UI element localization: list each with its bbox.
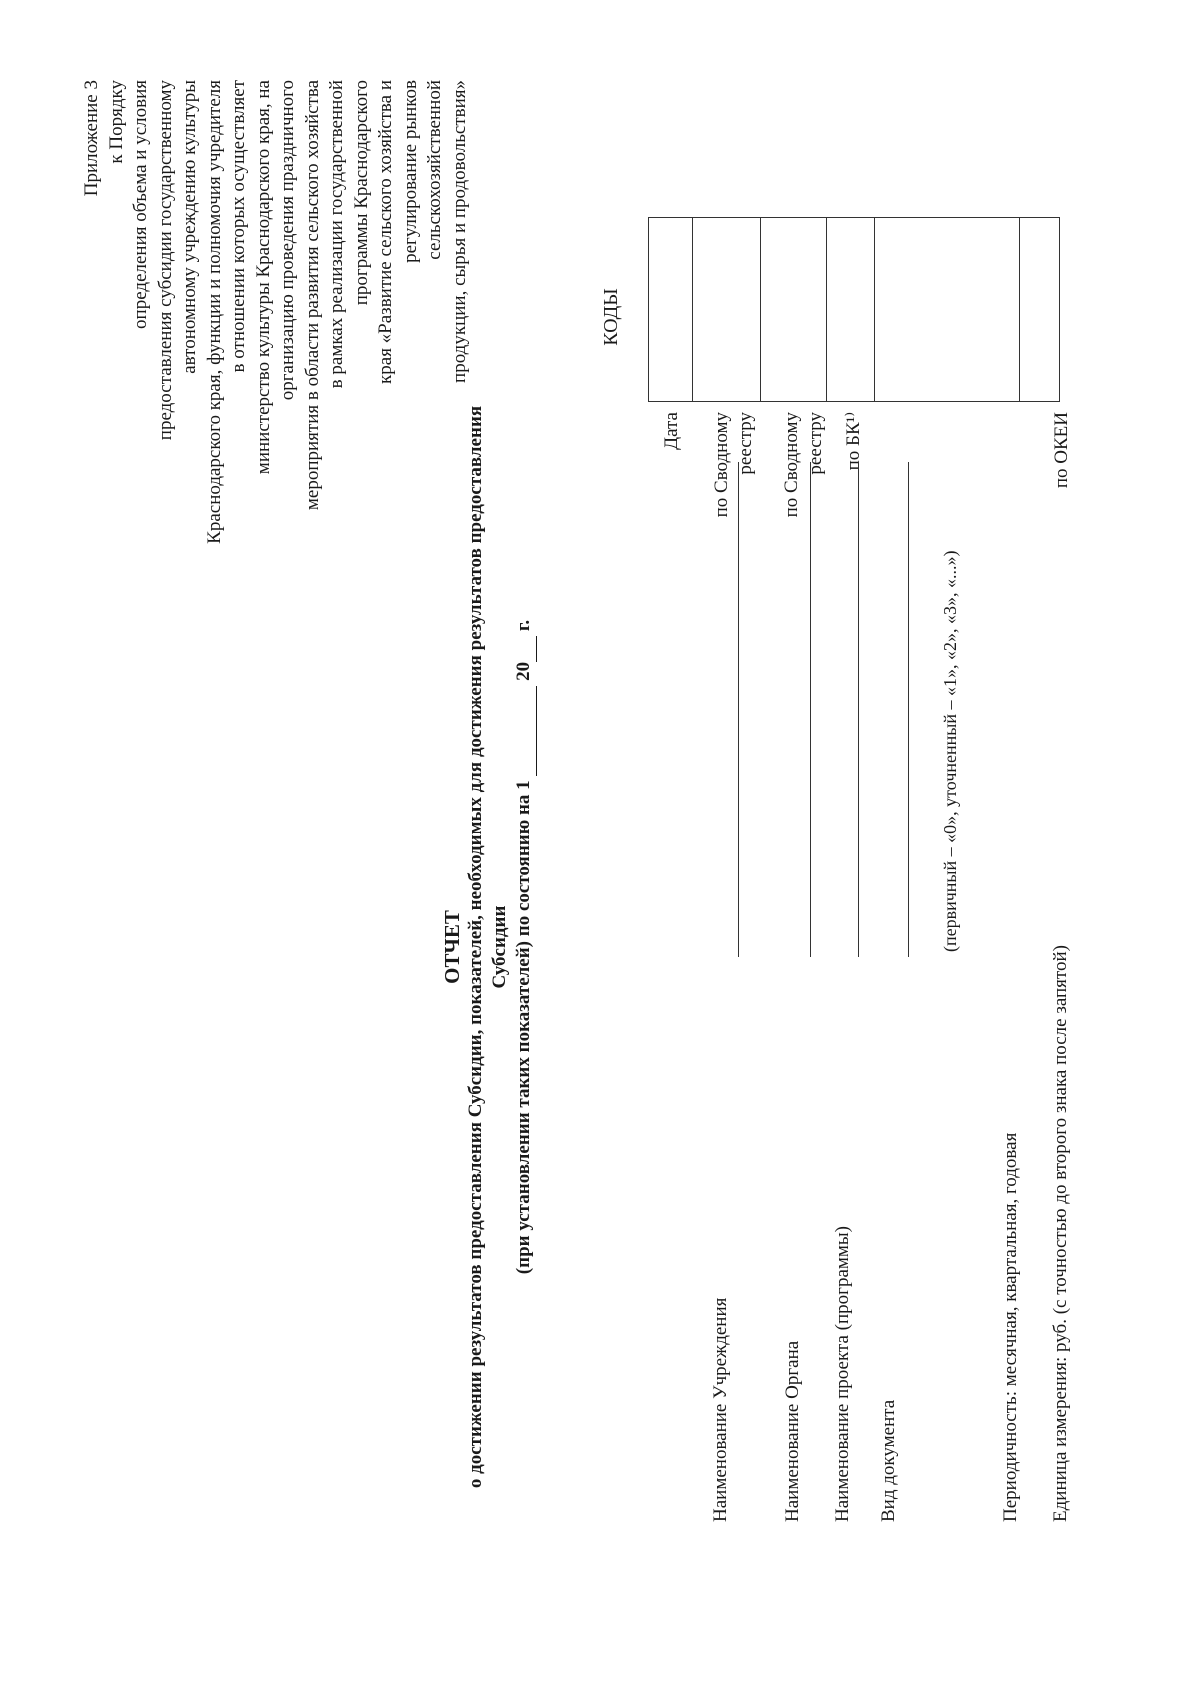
title-line-2 xyxy=(512,397,537,1497)
organ-label: Наименование Органа xyxy=(782,1340,803,1522)
code-cell-okei xyxy=(1020,218,1060,402)
appendix-line: мероприятия в области развития сельского хозяйства xyxy=(301,80,323,511)
date-blank xyxy=(512,686,537,776)
codes-header: КОДЫ xyxy=(600,288,622,346)
appendix-line: Краснодарского края, функции и полномочия учредителя xyxy=(203,80,225,544)
doc-type-hint: (первичный – «0», уточненный – «1», «2», «3», «...») xyxy=(940,550,960,952)
code-cell-bk xyxy=(827,218,875,402)
institution-label: Наименование Учреждения xyxy=(710,1297,731,1522)
year-blank xyxy=(512,636,537,662)
appendix-line: края «Развитие сельского хозяйства и xyxy=(375,80,396,384)
code-label-register-2-text: по Сводному реестру xyxy=(781,412,826,518)
appendix-line: в рамках реализации государственной xyxy=(326,80,347,389)
appendix-line: к Порядку xyxy=(105,80,127,164)
title-line-1: о достижении результатов предоставления Субсидии, показателей, необходимых для достижения результатов предоставления Субсидии xyxy=(465,405,510,1489)
code-label-register-1-text: по Сводному реестру xyxy=(711,412,756,518)
appendix-line: Приложение 3 xyxy=(81,80,102,197)
appendix-line: организацию проведения праздничного xyxy=(277,80,298,401)
title-year: 20 xyxy=(513,661,534,681)
codes-table xyxy=(648,217,1060,402)
appendix-line: сельскохозяйственной xyxy=(424,80,445,260)
project-label: Наименование проекта (программы) xyxy=(832,1225,853,1522)
appendix-line: программы Краснодарского xyxy=(350,80,372,306)
periodicity-label: Периодичность: месячная, квартальная, годовая xyxy=(1000,1132,1021,1522)
appendix-line: определения объема и условия xyxy=(130,80,151,329)
code-cell-date xyxy=(649,218,693,402)
code-cell-register-1 xyxy=(693,218,761,402)
report-title xyxy=(440,397,537,1497)
unit-label: Единица измерения: руб. (с точностью до второго знака после запятой) xyxy=(1050,945,1071,1522)
doc-type-line[interactable] xyxy=(908,462,909,957)
code-label-okei: по ОКЕИ xyxy=(1051,412,1072,489)
appendix-line: предоставления субсидии государственному xyxy=(154,80,176,441)
code-label-register-2 xyxy=(780,412,828,642)
code-cell-empty xyxy=(875,218,1020,402)
organ-line[interactable] xyxy=(810,462,811,957)
code-cell-register-2 xyxy=(761,218,827,402)
appendix-line: министерство культуры Краснодарского края, на xyxy=(252,80,274,475)
appendix-line: в отношении которых осуществляет xyxy=(228,80,249,373)
appendix-line: продукции, сырья и продовольствия» xyxy=(448,80,470,383)
appendix-line: регулирование рынков xyxy=(399,80,421,263)
appendix-line: автономному учреждению культуры xyxy=(179,80,200,374)
title-line-2-prefix: (при установлении таких показателей) по состоянию на 1 xyxy=(513,780,534,1275)
code-label-date: Дата xyxy=(661,412,682,450)
code-label-register-1 xyxy=(710,412,758,642)
doc-type-label: Вид документа xyxy=(878,1399,899,1522)
appendix-block xyxy=(80,80,472,600)
title-year-suffix: г. xyxy=(513,619,534,632)
institution-line[interactable] xyxy=(738,462,739,957)
title-main: ОТЧЕТ xyxy=(440,910,464,984)
project-line[interactable] xyxy=(858,462,859,957)
code-label-bk: по БК¹⁾ xyxy=(843,412,864,471)
